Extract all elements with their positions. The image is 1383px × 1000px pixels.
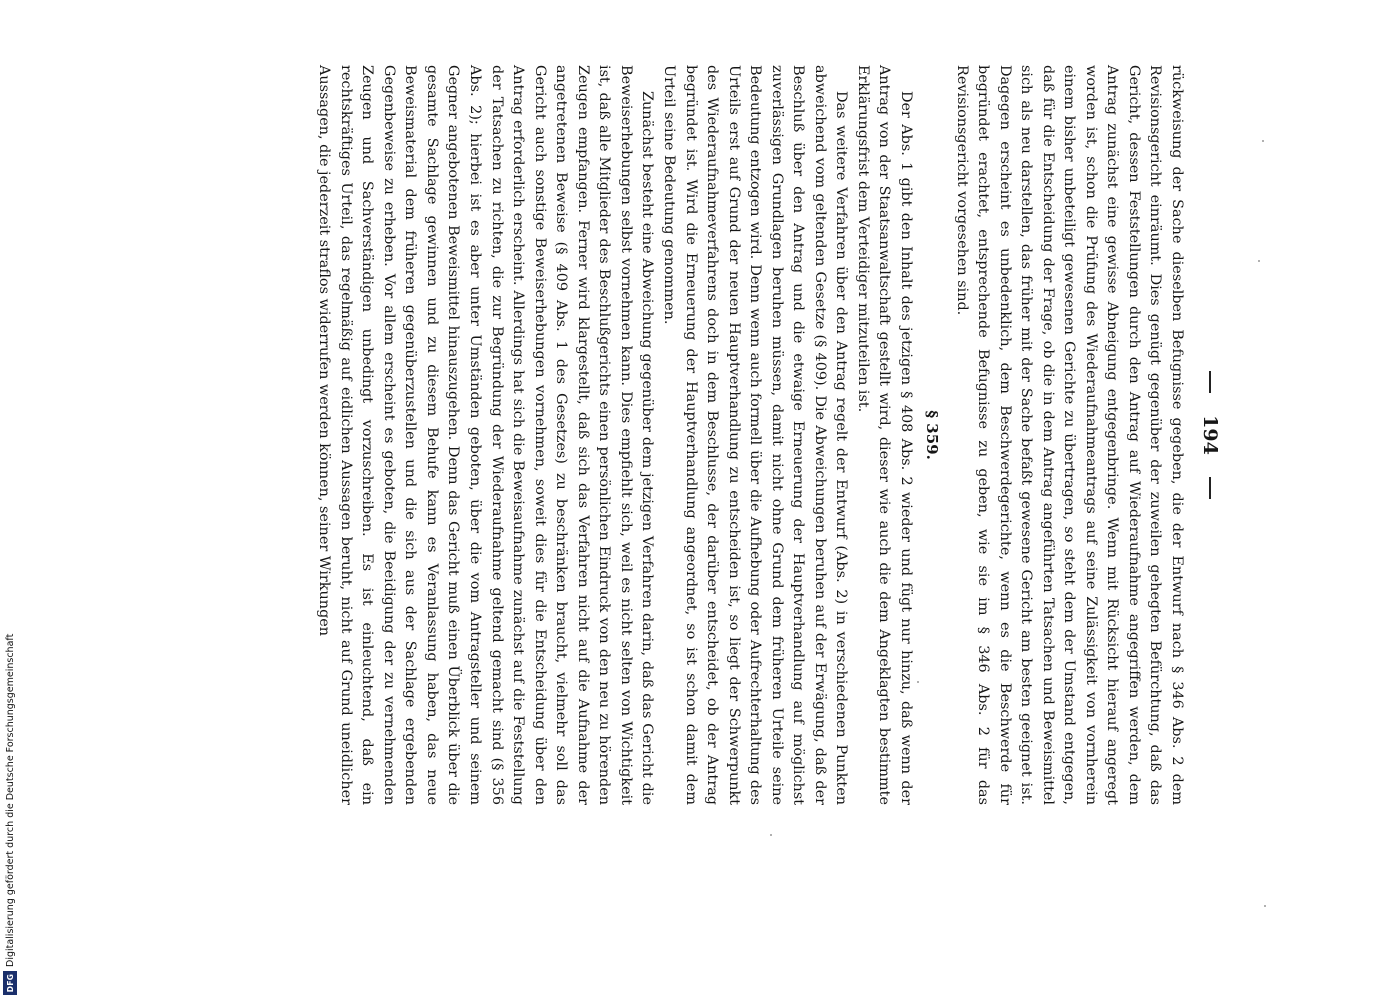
scan-speck (1258, 260, 1260, 262)
scan-speck (770, 834, 772, 836)
paragraph-continued: rückweisung der Sache dieselben Befugnisse gegeben, die der Entwurf nach § 346 Abs. 2 dem Revisionsgericht einräumt. Dies genügt gegenüber der zuweilen gehegten Befürchtung, daß das Gericht, dessen Feststellungen durch den Antrag auf Wiederaufnahme angegriffen werden, dem Antrag zunächst eine gewisse Abneigung entgegenbringe. Wenn mit Rücksicht hierauf angeregt worden ist, schon die Prüfung des Wiederaufnahmeantrags auf seine Zulässigkeit von vornherein einem bisher unbeteiligt gewesenen Gerichte zu übertragen, so steht dem der Umstand entgegen, daß für die Entscheidung der Frage, ob die in dem Antrag angeführten Tatsachen und Beweismittel sich als neu darstellen, das früher mit der Sache befaßt gewesene Gericht am besten geeignet ist. Dagegen erscheint es unbedenklich, dem Beschwerdegerichte, wenn es die Beschwerde für begründet erachtet, entsprechende Befugnisse zu geben, wie sie im § 346 Abs. 2 für das Revisionsgericht vorgesehen sind. (953, 65, 1185, 805)
dfg-logo-icon: DFG (3, 971, 17, 995)
scan-speck (1264, 905, 1266, 907)
page-header (1195, 65, 1225, 805)
scan-speck (917, 681, 919, 683)
digitization-credit-text: Digitalisierung gefördert durch die Deutsche Forschungsgemeinschaft (4, 633, 16, 967)
scan-speck (1262, 140, 1264, 142)
section-heading: § 359. (922, 410, 941, 460)
paragraph: Das weitere Verfahren über den Antrag regelt der Entwurf (Abs. 2) in verschiedenen Punkten abweichend vom geltenden Gesetze (§ 409). Die Abweichungen beruhen auf der Erwägung, daß der Beschluß über den Antrag und die etwaige Erneuerung der Hauptverhandlung auf möglichst zuverlässigen Grundlagen beruhen müssen, damit nicht ohne Grund dem früheren Urteile seine Bedeutung entzogen wird. Denn wenn auch formell über die Aufhebung oder Aufrechterhaltung des Urteils erst auf Grund der neuen Hauptverhandlung zu entscheiden ist, so liegt der Schwerpunkt des Wiederaufnahmeverfahrens doch in dem Beschlusse, der darüber entscheidet, ob der Antrag begründet ist. Wird die Erneuerung der Hauptverhandlung angeordnet, so ist schon damit dem Urteil seine Bedeutung genommen. (660, 65, 850, 805)
header-dash-left (1209, 371, 1211, 393)
page-number: 194 (1199, 415, 1221, 455)
digitization-credit (3, 600, 17, 995)
paragraph: Zunächst besteht eine Abweichung gegenüber dem jetzigen Verfahren darin, daß das Gericht die Beweiserhebungen selbst vornehmen kann. Dies empfiehlt sich, weil es nicht selten von Wichtigkeit ist, daß alle Mitglieder des Beschlußgerichts einen persönlichen Eindruck von den neu zu hörenden Zeugen empfangen. Ferner wird klargestellt, daß sich das Verfahren nicht auf die Aufnahme der angetretenen Beweise (§ 409 Abs. 1 des Gesetzes) zu beschränken braucht, vielmehr soll das Gericht auch sonstige Beweiserhebungen vornehmen, soweit dies für die Entscheidung über den Antrag erforderlich erscheint. Allerdings hat sich die Beweisaufnahme zunächst auf die Feststellung der Tatsachen zu richten, die zur Begründung der Wiederaufnahme geltend gemacht sind (§ 356 Abs. 2); hierbei ist es aber unter Umständen geboten, über die vom Antragsteller und seinem Gegner angebotenen Beweismittel hinauszugehen. Denn das Gericht muß einen Überblick über die gesamte Sachlage gewinnen und zu diesem Behufe kann es Veranlassung haben, das neue Beweismaterial dem früheren gegenüberzustellen und die sich aus der Sachlage ergebenden Gegenbeweise zu erheben. Vor allem erscheint es geboten, die Beeidigung der zu vernehmenden Zeugen und Sachverständigen unbedingt vorzuschreiben. Es ist einleuchtend, daß ein rechtskräftiges Urteil, das regelmäßig auf eidlichen Aussagen beruht, nicht auf Grund uneidlicher Aussagen, die jederzeit straflos widerrufen werden können, seiner Wirkungen (316, 65, 656, 805)
header-dash-right (1209, 477, 1211, 499)
rotated-text-block (140, 65, 1225, 805)
paragraph: Der Abs. 1 gibt den Inhalt des jetzigen § 408 Abs. 2 wieder und fügt nur hinzu, daß wenn der Antrag von der Staatsanwaltschaft gestellt wird, dieser wie auch die dem Angeklagten bestimmte Erklärungsfrist dem Verteidiger mitzuteilen ist. (854, 65, 914, 805)
